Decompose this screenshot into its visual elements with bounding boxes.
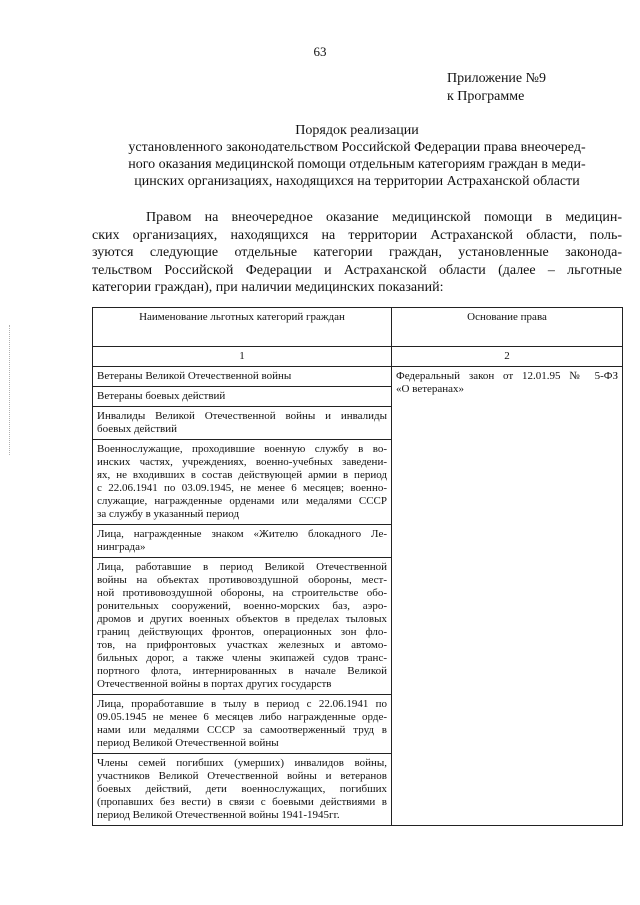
category-line: Лица, проработавшие в тылу в период с 22.06.1941 по bbox=[97, 698, 387, 710]
category-line: Ветераны Великой Отечественной войны bbox=[97, 370, 292, 382]
basis-line: Федеральный закон от 12.01.95 № 5-ФЗ bbox=[396, 370, 618, 382]
margin-mark bbox=[9, 325, 11, 455]
category-line: Военнослужащие, проходившие военную службу в во- bbox=[97, 443, 387, 455]
category-line: границ действующих фронтов, операционных зон фло- bbox=[97, 626, 387, 638]
basis-line: «О ветеранах» bbox=[396, 383, 465, 395]
category-cell bbox=[93, 440, 392, 525]
category-line: нами или медалями СССР за самоотверженный труд в bbox=[97, 724, 387, 736]
category-cell bbox=[93, 695, 392, 754]
category-line: инских частях, учреждениях, военно-учебных заведени- bbox=[97, 456, 387, 468]
category-line: участников Великой Отечественной войны и ветеранов bbox=[97, 770, 387, 782]
intro-paragraph bbox=[92, 209, 622, 297]
title-line: ного оказания медицинской помощи отдельным категориям граждан в меди- bbox=[128, 157, 586, 172]
category-line: Лица, награжденные знаком «Жителю блокадного Ле- bbox=[97, 528, 387, 540]
category-cell bbox=[93, 525, 392, 558]
intro-line: зуются следующие отдельные категории граждан, установленные законода- bbox=[92, 245, 622, 260]
benefits-table bbox=[92, 307, 623, 826]
category-line: ной противовоздушной обороны, на строительстве обо- bbox=[97, 587, 387, 599]
category-line: боевых действий, дети военнослужащих, погибших bbox=[97, 783, 387, 795]
category-line: служащие, награжденные орденами или медалями СССР bbox=[97, 495, 387, 507]
intro-line: категории граждан), при наличии медицинских показаний: bbox=[92, 280, 444, 295]
category-line: Члены семей погибших (умерших) инвалидов войны, bbox=[97, 757, 387, 769]
category-cell bbox=[93, 367, 392, 387]
category-line: портного флота, интернированных в начале Великой bbox=[97, 665, 387, 677]
column-header-categories: Наименование льготных категорий граждан bbox=[93, 308, 392, 347]
category-line: тов, на прифронтовых участках железных и автомо- bbox=[97, 639, 387, 651]
table-row bbox=[93, 367, 623, 387]
category-line: с 22.06.1941 по 03.09.1945, не менее 6 месяцев; военно- bbox=[97, 482, 387, 494]
category-cell bbox=[93, 558, 392, 695]
category-line: за службу в указанный период bbox=[97, 508, 240, 520]
column-number: 2 bbox=[392, 347, 623, 367]
category-line: нинграда» bbox=[97, 541, 146, 553]
intro-line: тельством Российской Федерации и Астраханской области (далее – льготные bbox=[92, 262, 622, 278]
intro-line: Правом на внеочередное оказание медицинской помощи в медицин- bbox=[146, 210, 622, 225]
category-line: бильных дорог, а также члены экипажей судов транс- bbox=[97, 652, 387, 664]
category-line: Отечественной войны в портах других государств bbox=[97, 678, 332, 690]
appendix-line: к Программе bbox=[447, 89, 525, 104]
category-line: ях, не входивших в состав действующей армии в период bbox=[97, 469, 387, 481]
category-cell bbox=[93, 407, 392, 440]
page-number: 63 bbox=[313, 44, 327, 59]
category-line: Лица, работавшие в период Великой Отечественной bbox=[97, 561, 387, 573]
category-line: 09.05.1945 не менее 6 месяцев либо награжденные орде- bbox=[97, 711, 387, 723]
category-line: Инвалиды Великой Отечественной войны и инвалиды bbox=[97, 410, 387, 422]
title-line: Порядок реализации bbox=[295, 123, 419, 138]
table-header-row bbox=[93, 308, 623, 347]
appendix-reference bbox=[447, 70, 546, 106]
intro-line: ских организациях, находящихся на территории Астраханской области, поль- bbox=[92, 227, 622, 243]
category-line: ронительных сооружений, военно-морских баз, аэро- bbox=[97, 600, 387, 612]
category-line: Ветераны боевых действий bbox=[97, 390, 226, 402]
category-line: войны на объектах противовоздушной обороны, мест- bbox=[97, 574, 387, 586]
category-line: (пропавших без вести) в связи с боевыми действиями в bbox=[97, 796, 387, 808]
title-line: установленного законодательством Российской Федерации права внеочеред- bbox=[128, 140, 586, 155]
category-cell bbox=[93, 387, 392, 407]
document-title bbox=[92, 122, 622, 190]
category-line: боевых действий bbox=[97, 423, 177, 435]
column-number-row bbox=[93, 347, 623, 367]
basis-cell bbox=[392, 367, 623, 826]
appendix-line: Приложение №9 bbox=[447, 71, 546, 86]
title-line: цинских организациях, находящихся на территории Астраханской области bbox=[134, 174, 580, 189]
category-line: период Великой Отечественной войны 1941-1945гг. bbox=[97, 809, 340, 821]
column-number: 1 bbox=[93, 347, 392, 367]
column-header-basis: Основание права bbox=[392, 308, 623, 347]
category-line: дромов и других военных объектов в пределах тыловых bbox=[97, 613, 387, 625]
category-cell bbox=[93, 754, 392, 826]
category-line: период Великой Отечественной войны bbox=[97, 737, 279, 749]
